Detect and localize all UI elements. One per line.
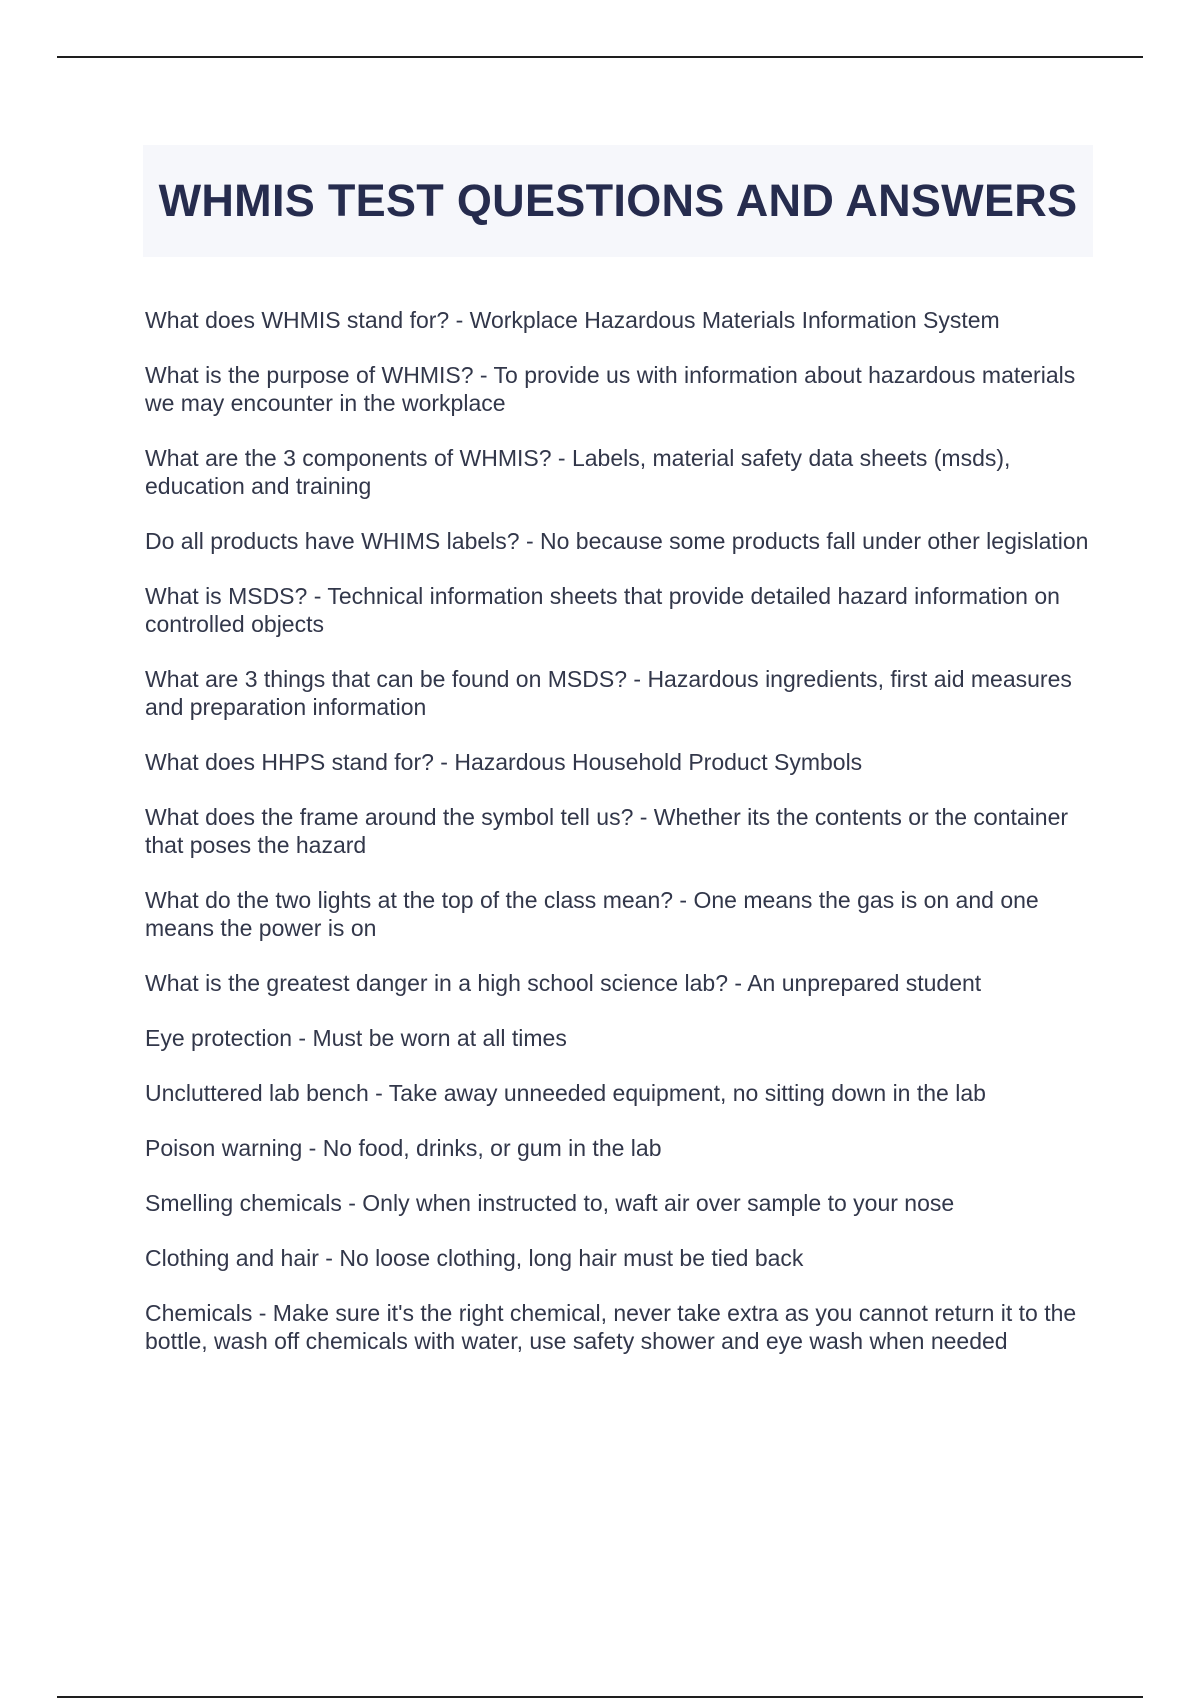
qa-item: Chemicals - Make sure it's the right chemical, never take extra as you cannot return it to the bottle, wash off chemicals with water, use safety shower and eye wash when needed <box>145 1300 1077 1354</box>
qa-item: What is MSDS? - Technical information sheets that provide detailed hazard information on controlled objects <box>145 583 1060 637</box>
qa-item: What does the frame around the symbol tell us? - Whether its the contents or the container that poses the hazard <box>145 804 1069 858</box>
qa-item: Eye protection - Must be worn at all times <box>145 1025 567 1051</box>
qa-item: What is the greatest danger in a high school science lab? - An unprepared student <box>145 970 982 996</box>
qa-item: What are the 3 components of WHMIS? - Labels, material safety data sheets (msds), education and training <box>145 445 1011 499</box>
qa-item: Smelling chemicals - Only when instructed to, waft air over sample to your nose <box>145 1190 955 1216</box>
title-banner <box>143 145 1093 257</box>
qa-item: Uncluttered lab bench - Take away unneeded equipment, no sitting down in the lab <box>145 1080 986 1106</box>
qa-item: Clothing and hair - No loose clothing, long hair must be tied back <box>145 1245 804 1271</box>
qa-item: What do the two lights at the top of the class mean? - One means the gas is on and one means the power is on <box>145 887 1039 941</box>
qa-list <box>145 306 1090 1355</box>
bottom-rule <box>57 1696 1143 1698</box>
qa-item: Do all products have WHIMS labels? - No because some products fall under other legislation <box>145 528 1089 554</box>
document-title: WHMIS TEST QUESTIONS AND ANSWERS <box>158 175 1078 226</box>
qa-item: What does WHMIS stand for? - Workplace Hazardous Materials Information System <box>145 307 1000 333</box>
qa-item: What does HHPS stand for? - Hazardous Household Product Symbols <box>145 749 863 775</box>
qa-item: What are 3 things that can be found on MSDS? - Hazardous ingredients, first aid measures and preparation information <box>145 666 1072 720</box>
qa-item: What is the purpose of WHMIS? - To provide us with information about hazardous materials we may encounter in the workplace <box>145 362 1076 416</box>
qa-item: Poison warning - No food, drinks, or gum in the lab <box>145 1135 662 1161</box>
top-rule <box>57 56 1143 58</box>
